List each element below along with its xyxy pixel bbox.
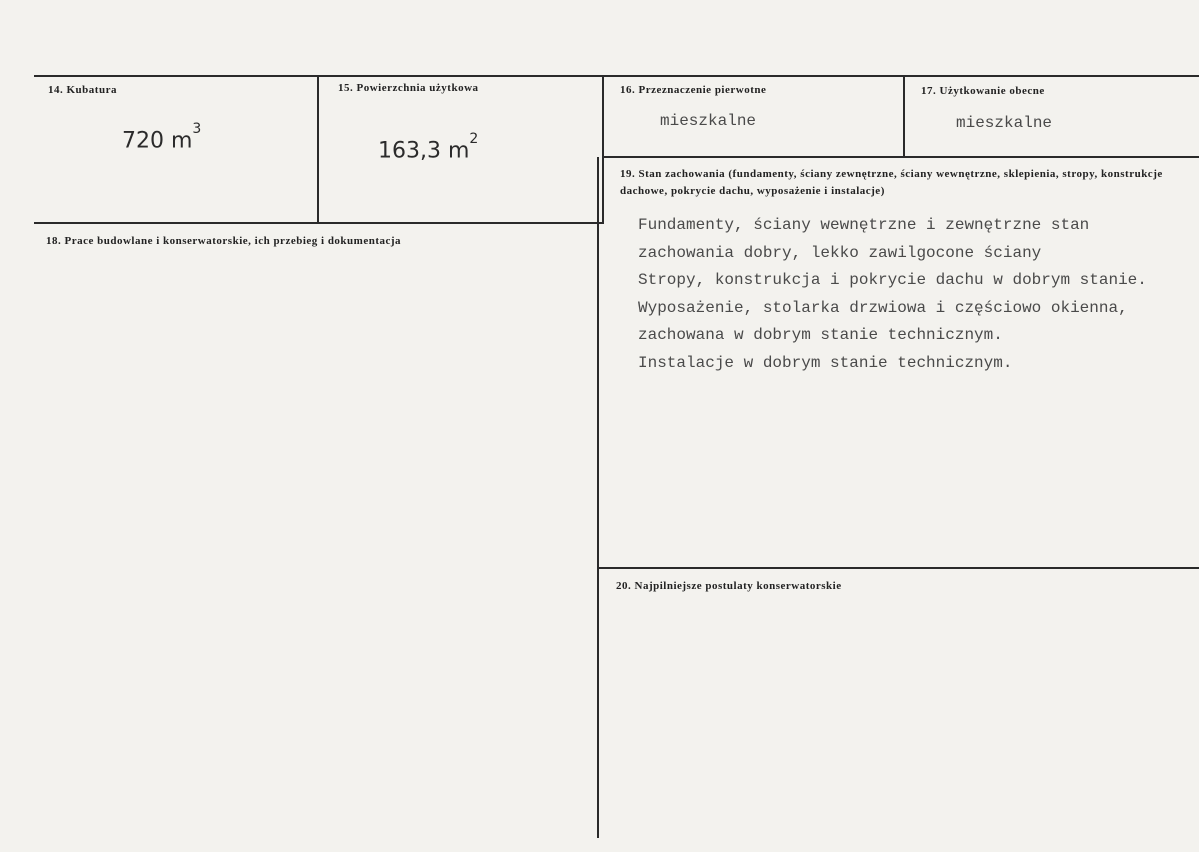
stan-line: zachowania dobry, lekko zawilgocone ściany [638, 243, 1042, 262]
postulaty-label: 20. Najpilniejsze postulaty konserwatorskie [616, 580, 842, 592]
kubatura-value [122, 121, 202, 154]
divider-14-15 [317, 75, 319, 224]
top-border [34, 75, 1199, 77]
kubatura-label: 14. Kubatura [48, 84, 117, 96]
prace-label: 18. Prace budowlane i konserwatorskie, ich przebieg i dokumentacja [46, 235, 402, 247]
row-divider-16-19 [603, 156, 1199, 158]
stan-line: Wyposażenie, stolarka drzwiowa i częściowo okienna, [638, 298, 1128, 317]
stan-label: 19. Stan zachowania (fundamenty, ściany zewnętrzne, ściany wewnętrzne, sklepienia, stropy, konstrukcje dachowe, pokrycie dachu, wyposażenie i instalacje) [620, 168, 1163, 197]
divider-left-right-column [597, 157, 599, 838]
przeznaczenie-label: 16. Przeznaczenie pierwotne [620, 84, 767, 96]
powierzchnia-number: 163,3 m [378, 138, 470, 164]
divider-15-16 [602, 75, 604, 224]
stan-text [638, 212, 1147, 377]
stan-line: Instalacje w dobrym stanie technicznym. [638, 353, 1013, 372]
row-divider-14-18 [34, 222, 602, 224]
kubatura-unit-exponent: 3 [192, 121, 202, 137]
powierzchnia-unit-exponent: 2 [469, 131, 479, 147]
divider-16-17 [903, 75, 905, 158]
stan-line: Fundamenty, ściany wewnętrzne i zewnętrzne stan [638, 216, 1090, 234]
kubatura-number: 720 m [122, 128, 193, 154]
row-divider-19-20 [598, 567, 1199, 569]
uzytkowanie-value: mieszkalne [956, 114, 1053, 132]
przeznaczenie-value: mieszkalne [660, 112, 757, 130]
stan-line: Stropy, konstrukcja i pokrycie dachu w dobrym stanie. [638, 271, 1147, 289]
stan-line: zachowana w dobrym stanie technicznym. [638, 326, 1003, 344]
powierzchnia-value [378, 131, 479, 164]
uzytkowanie-label: 17. Użytkowanie obecne [921, 85, 1045, 97]
powierzchnia-label: 15. Powierzchnia użytkowa [338, 82, 479, 94]
